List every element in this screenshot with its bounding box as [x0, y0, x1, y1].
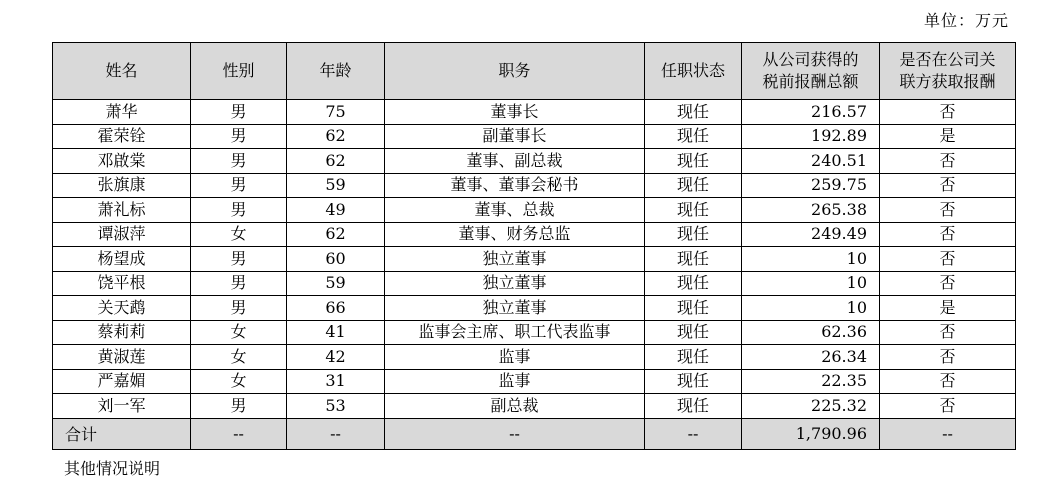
cell-age: 62 — [287, 149, 385, 174]
total-label: 合计 — [53, 418, 191, 449]
cell-gender: 男 — [191, 271, 287, 296]
cell-gender: 男 — [191, 247, 287, 272]
cell-age: 49 — [287, 198, 385, 223]
cell-age: 59 — [287, 173, 385, 198]
cell-position: 副董事长 — [385, 124, 645, 149]
table-row — [53, 394, 1016, 419]
total-related: -- — [880, 418, 1016, 449]
total-age: -- — [287, 418, 385, 449]
total-row — [53, 418, 1016, 449]
header-row — [53, 43, 1016, 100]
cell-related: 否 — [880, 247, 1016, 272]
table-row — [53, 222, 1016, 247]
cell-status: 现任 — [645, 222, 742, 247]
table-row — [53, 124, 1016, 149]
cell-status: 现任 — [645, 149, 742, 174]
cell-age: 62 — [287, 124, 385, 149]
table-row — [53, 296, 1016, 321]
header-pay — [742, 43, 880, 100]
cell-name: 杨望成 — [53, 247, 191, 272]
cell-name: 霍荣铨 — [53, 124, 191, 149]
cell-position: 董事、财务总监 — [385, 222, 645, 247]
table-row — [53, 271, 1016, 296]
table-header — [53, 43, 1016, 100]
cell-related: 否 — [880, 345, 1016, 370]
header-position: 职务 — [385, 43, 645, 100]
cell-position: 董事、总裁 — [385, 198, 645, 223]
cell-position: 董事、董事会秘书 — [385, 173, 645, 198]
cell-pay: 10 — [742, 296, 880, 321]
cell-pay: 26.34 — [742, 345, 880, 370]
cell-age: 62 — [287, 222, 385, 247]
cell-gender: 男 — [191, 296, 287, 321]
cell-position: 监事 — [385, 369, 645, 394]
total-pay: 1,790.96 — [742, 418, 880, 449]
cell-gender: 男 — [191, 394, 287, 419]
total-position: -- — [385, 418, 645, 449]
cell-related: 否 — [880, 320, 1016, 345]
cell-age: 41 — [287, 320, 385, 345]
cell-pay: 216.57 — [742, 100, 880, 125]
header-status: 任职状态 — [645, 43, 742, 100]
cell-age: 59 — [287, 271, 385, 296]
cell-pay: 259.75 — [742, 173, 880, 198]
cell-position: 董事长 — [385, 100, 645, 125]
cell-related: 否 — [880, 271, 1016, 296]
cell-name: 萧礼标 — [53, 198, 191, 223]
cell-status: 现任 — [645, 345, 742, 370]
cell-pay: 62.36 — [742, 320, 880, 345]
cell-position: 监事 — [385, 345, 645, 370]
table-row — [53, 149, 1016, 174]
header-pay-line2: 税前报酬总额 — [762, 72, 859, 91]
compensation-table — [52, 42, 1016, 450]
cell-pay: 22.35 — [742, 369, 880, 394]
cell-pay: 265.38 — [742, 198, 880, 223]
table-row — [53, 345, 1016, 370]
table-body — [53, 100, 1016, 419]
cell-gender: 男 — [191, 173, 287, 198]
cell-related: 否 — [880, 222, 1016, 247]
table-row — [53, 173, 1016, 198]
cell-related: 否 — [880, 173, 1016, 198]
cell-age: 60 — [287, 247, 385, 272]
cell-status: 现任 — [645, 320, 742, 345]
header-age: 年龄 — [287, 43, 385, 100]
cell-position: 独立董事 — [385, 296, 645, 321]
cell-age: 75 — [287, 100, 385, 125]
cell-related: 否 — [880, 369, 1016, 394]
total-status: -- — [645, 418, 742, 449]
cell-status: 现任 — [645, 369, 742, 394]
header-related-line1: 是否在公司关 — [899, 50, 996, 69]
cell-related: 否 — [880, 394, 1016, 419]
cell-status: 现任 — [645, 124, 742, 149]
footnote-heading: 其他情况说明 — [64, 459, 161, 478]
cell-gender: 男 — [191, 198, 287, 223]
cell-pay: 10 — [742, 271, 880, 296]
cell-age: 53 — [287, 394, 385, 419]
total-gender: -- — [191, 418, 287, 449]
cell-name: 蔡莉莉 — [53, 320, 191, 345]
cell-related: 否 — [880, 100, 1016, 125]
cell-name: 黄淑莲 — [53, 345, 191, 370]
table-row — [53, 100, 1016, 125]
header-pay-line1: 从公司获得的 — [762, 50, 859, 69]
header-related-line2: 联方获取报酬 — [899, 72, 996, 91]
header-gender: 性别 — [191, 43, 287, 100]
cell-name: 严嘉媚 — [53, 369, 191, 394]
cell-age: 66 — [287, 296, 385, 321]
cell-related: 是 — [880, 296, 1016, 321]
table-row — [53, 369, 1016, 394]
cell-status: 现任 — [645, 394, 742, 419]
cell-position: 独立董事 — [385, 247, 645, 272]
cell-status: 现任 — [645, 198, 742, 223]
cell-name: 萧华 — [53, 100, 191, 125]
cell-status: 现任 — [645, 296, 742, 321]
cell-age: 42 — [287, 345, 385, 370]
cell-status: 现任 — [645, 247, 742, 272]
cell-status: 现任 — [645, 100, 742, 125]
cell-position: 监事会主席、职工代表监事 — [385, 320, 645, 345]
cell-name: 谭淑萍 — [53, 222, 191, 247]
table-row — [53, 198, 1016, 223]
cell-status: 现任 — [645, 271, 742, 296]
cell-position: 董事、副总裁 — [385, 149, 645, 174]
cell-position: 独立董事 — [385, 271, 645, 296]
cell-name: 关天鹉 — [53, 296, 191, 321]
cell-gender: 女 — [191, 345, 287, 370]
cell-pay: 249.49 — [742, 222, 880, 247]
header-related — [880, 43, 1016, 100]
table-footer — [53, 418, 1016, 449]
cell-name: 张旗康 — [53, 173, 191, 198]
cell-related: 否 — [880, 198, 1016, 223]
cell-status: 现任 — [645, 173, 742, 198]
cell-name: 邓啟棠 — [53, 149, 191, 174]
cell-gender: 女 — [191, 369, 287, 394]
cell-pay: 10 — [742, 247, 880, 272]
cell-name: 刘一军 — [53, 394, 191, 419]
cell-position: 副总裁 — [385, 394, 645, 419]
cell-gender: 男 — [191, 100, 287, 125]
cell-related: 否 — [880, 149, 1016, 174]
cell-gender: 女 — [191, 320, 287, 345]
cell-pay: 225.32 — [742, 394, 880, 419]
cell-pay: 240.51 — [742, 149, 880, 174]
cell-age: 31 — [287, 369, 385, 394]
table-row — [53, 247, 1016, 272]
cell-name: 饶平根 — [53, 271, 191, 296]
cell-related: 是 — [880, 124, 1016, 149]
cell-pay: 192.89 — [742, 124, 880, 149]
cell-gender: 男 — [191, 124, 287, 149]
header-name: 姓名 — [53, 43, 191, 100]
unit-label: 单位：万元 — [923, 11, 1009, 30]
table-row — [53, 320, 1016, 345]
cell-gender: 女 — [191, 222, 287, 247]
cell-gender: 男 — [191, 149, 287, 174]
